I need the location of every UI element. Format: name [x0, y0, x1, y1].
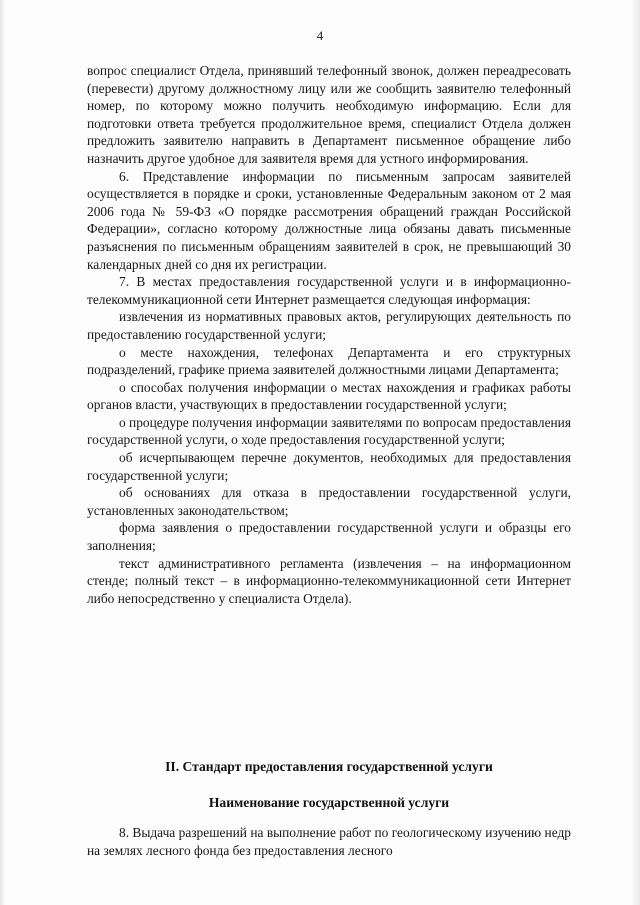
list-item-application-form: форма заявления о предоставлении государственной услуги и образцы его заполнения;: [87, 520, 571, 554]
list-item-procedure: о процедуре получения информации заявителями по вопросам предоставления государственной услуги, о ходе предоставления государственной услуги;: [87, 414, 572, 448]
paragraph-7: 7. В местах предоставления государственной услуги и в информационно-телекоммуникационной сети Интернет размещается следующая информация:: [87, 274, 571, 307]
paragraph-continuation: вопрос специалист Отдела, принявший телефонный звонок, должен переадресовать (перевести) другому должностному лицу или же сообщить заявителю телефонный номер, по которому можно получить необходимую информацию. Если для подготовки ответа требуется продолжительное время, специалист Отдела должен предложить заявителю направить в Департамент письменное обращение либо назначить другое удобное для заявителя время для устного информирования.: [87, 63, 571, 166]
list-item-documents: об исчерпывающем перечне документов, необходимых для предоставления государственной услуги;: [87, 450, 571, 483]
subsection-heading: Наименование государственной услуги: [208, 795, 450, 810]
list-item-location: о месте нахождения, телефонах Департамента и его структурных подразделений, графике приема заявителей должностными лицами Департамента;: [87, 344, 571, 378]
paragraph-6: 6. Представление информации по письменным запросам заявителей осуществляется в порядке и сроки, установленные Федеральным законом от 2 мая 2006 года № 59-ФЗ «О порядке рассмотрения обращений граждан Российской Федерации», согласно которому должностные лица обязаны давать письменные разъяснения по письменным обращениям заявителей в срок, не превышающий 30 календарных дней со дня их регистрации.: [87, 168, 571, 272]
list-item-extracts: извлечения из нормативных правовых актов, регулирующих деятельность по предоставлению государственной услуги;: [87, 309, 571, 342]
scan-edge-left: [0, 0, 6, 905]
page-number: 4: [316, 28, 324, 43]
list-item-refusal-grounds: об основаниях для отказа в предоставлении государственной услуги, установленных законодательством;: [87, 485, 571, 518]
paragraph-8: 8. Выдача разрешений на выполнение работ по геологическому изучению недр на землях лесного фонда без предоставления лесного: [87, 825, 571, 858]
section-heading: II. Стандарт предоставления государственной услуги: [165, 759, 493, 774]
list-item-info-methods: о способах получения информации о местах нахождения и графиках работы органов власти, участвующих в предоставлении государственной услуги;: [87, 379, 571, 413]
body-text: [87, 62, 571, 607]
list-item-regulation-text: текст административного регламента (извлечения – на информационном стенде; полный текст – в информационно-телекоммуникационной сети Интернет либо непосредственно у специалиста Отдела).: [87, 555, 571, 606]
scan-edge-right: [630, 0, 640, 905]
